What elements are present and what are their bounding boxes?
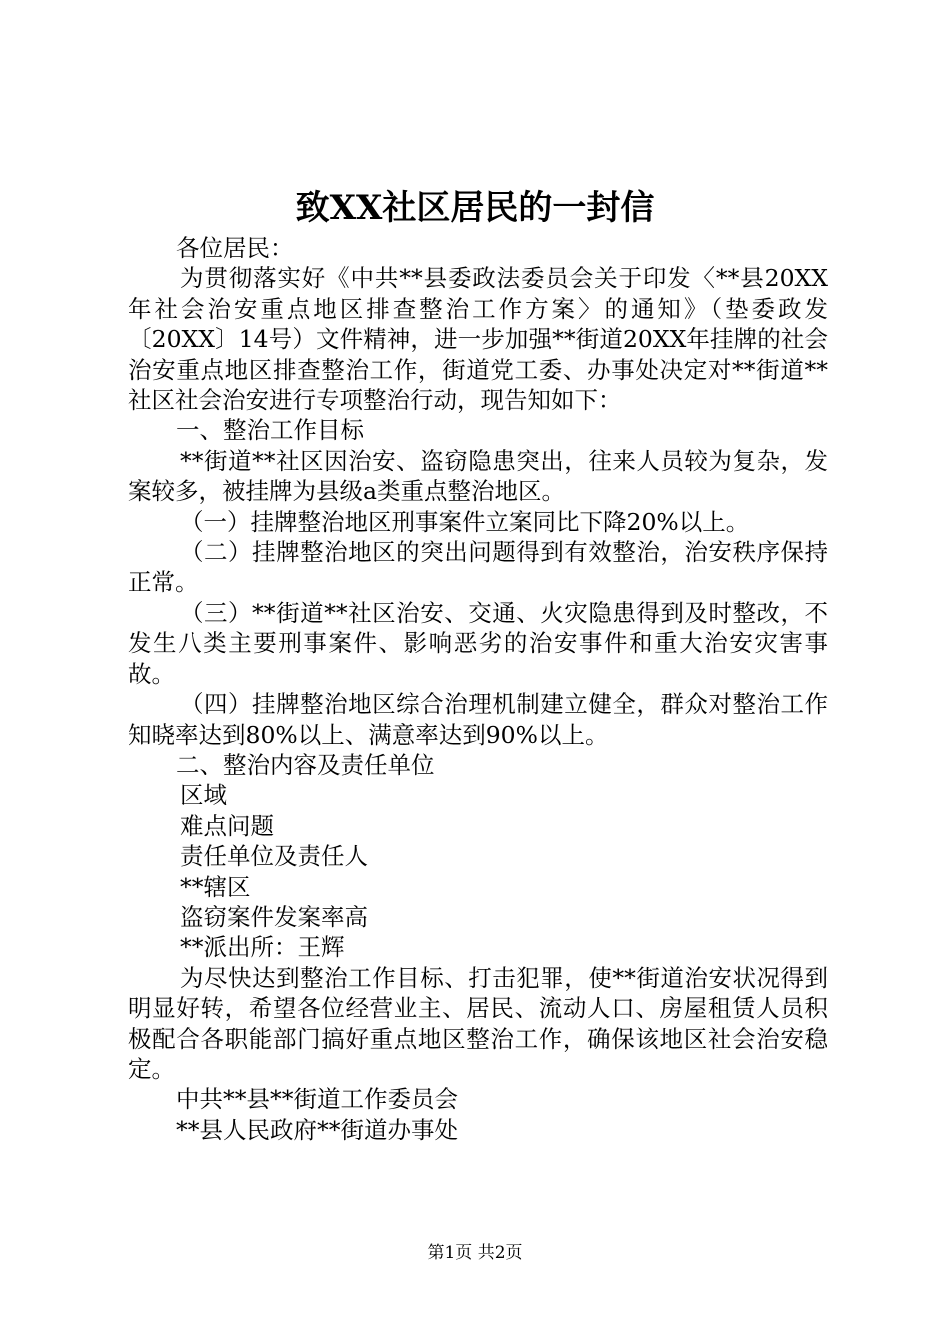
intro-paragraph: 为贯彻落实好《中共**县委政法委员会关于印发〈**县20XX年社会治安重点地区排查整治工作方案〉的通知》（垫委政发〔20XX〕14号）文件精神，进一步加强**街道20XX年挂牌的社会治安重点地区排查整治工作，街道党工委、办事处决定对**街道**社区社会治安进行专项整治行动，现告知如下： [128,264,828,415]
signature-street-office: **县人民政府**街道办事处 [176,1115,458,1144]
table-header-problem: 难点问题 [180,811,274,840]
table-header-responsible: 责任单位及责任人 [180,842,368,871]
section2-heading: 二、整治内容及责任单位 [176,750,435,779]
table-cell-problem: 盗窃案件发案率高 [180,902,368,931]
page-footer: 第1页 共2页 [427,1243,523,1263]
section1-paragraph: **街道**社区因治安、盗窃隐患突出，往来人员较为复杂，发案较多，被挂牌为县级a类重点整治地区。 [128,446,828,506]
salutation: 各位居民： [176,234,294,262]
section1-heading: 一、整治工作目标 [176,416,364,445]
goal-item-3: （三）**街道**社区治安、交通、火灾隐患得到及时整改，不发生八类主要刑事案件、影响恶劣的治安事件和重大治安灾害事故。 [128,598,828,688]
table-header-area: 区域 [180,781,227,810]
goal-item-4: （四）挂牌整治地区综合治理机制建立健全，群众对整治工作知晓率达到80%以上、满意率达到90%以上。 [128,690,828,749]
goal-item-1: （一）挂牌整治地区刑事案件立案同比下降20%以上。 [180,507,750,536]
table-cell-responsible: **派出所：王辉 [180,933,345,962]
table-cell-area: **辖区 [180,872,251,901]
document-body [128,233,828,1145]
closing-paragraph: 为尽快达到整治工作目标、打击犯罪，使**街道治安状况得到明显好转，希望各位经营业主、居民、流动人口、房屋租赁人员积极配合各职能部门搞好重点地区整治工作，确保该地区社会治安稳定。 [128,963,828,1083]
signature-party-committee: 中共**县**街道工作委员会 [176,1085,458,1114]
goal-item-2: （二）挂牌整治地区的突出问题得到有效整治，治安秩序保持正常。 [128,538,828,597]
document-title: 致XX社区居民的一封信 [295,188,655,228]
